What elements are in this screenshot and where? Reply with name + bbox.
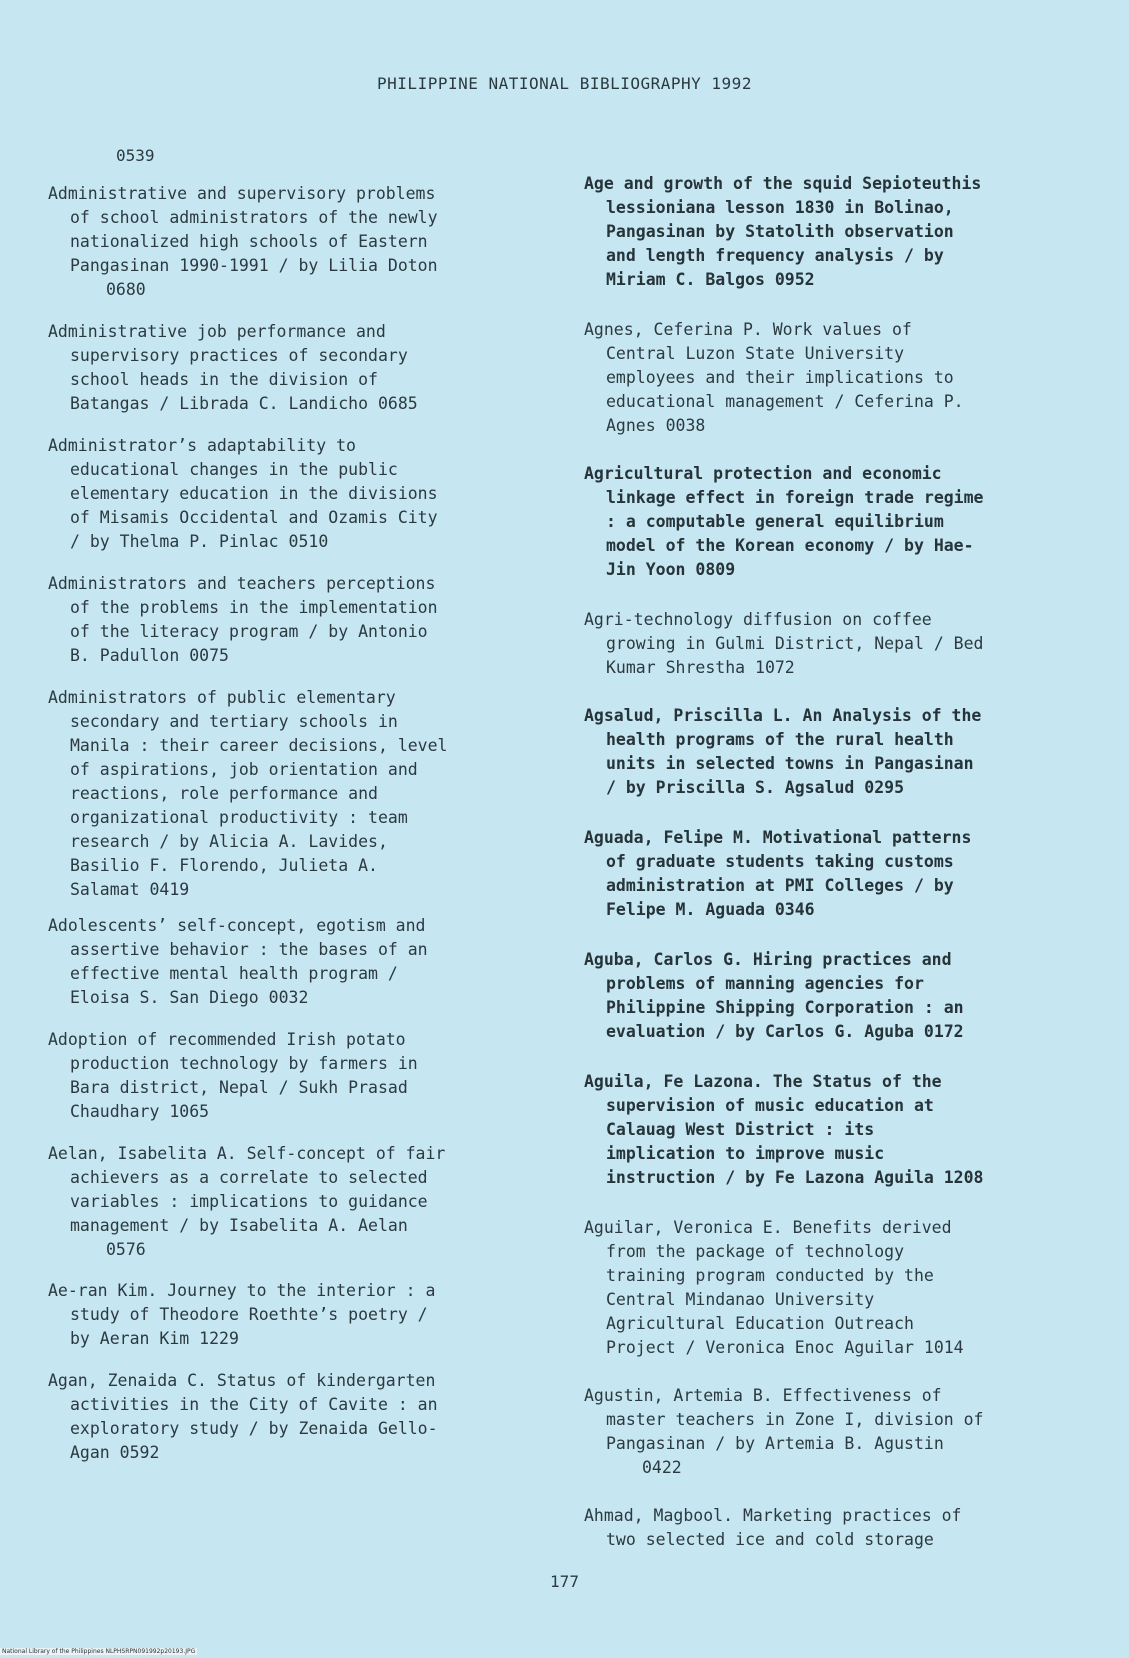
bib-entry: Aguba, Carlos G. Hiring practices and problems of manning agencies for Philippine Shipping Corporation : an evaluation / by Carlos G. Aguba 0172 [584, 950, 964, 1041]
bib-entry: Adolescents’ self-concept, egotism and assertive behavior : the bases of an effective mental health program / Eloisa S. San Diego 0032 [48, 916, 428, 1007]
bib-entry: Agsalud, Priscilla L. An Analysis of the health programs of the rural health units in selected towns in Pangasinan / by Priscilla S. Agsalud 0295 [584, 706, 982, 797]
page-header: PHILIPPINE NATIONAL BIBLIOGRAPHY 1992 [377, 74, 752, 93]
bib-entry: Agri-technology diffusion on coffee growing in Gulmi District, Nepal / Bed Kumar Shrestha 1072 [584, 610, 984, 677]
bib-entry: Aguila, Fe Lazona. The Status of the supervision of music education at Calauag West District : its implication to improve music instruction / by Fe Lazona Aguila 1208 [584, 1072, 984, 1187]
bib-entry: Agustin, Artemia B. Effectiveness of master teachers in Zone I, division of Pangasinan / by Artemia B. Agustin 0422 [584, 1386, 984, 1477]
bib-entry: Agricultural protection and economic linkage effect in foreign trade regime : a computable general equilibrium model of the Korean economy / by Hae- Jin Yoon 0809 [584, 464, 984, 579]
bib-entry: Aguada, Felipe M. Motivational patterns of graduate students taking customs administration at PMI Colleges / by Felipe M. Aguada 0346 [584, 828, 972, 919]
bib-entry: Adoption of recommended Irish potato production technology by farmers in Bara district, Nepal / Sukh Prasad Chaudhary 1065 [48, 1030, 418, 1121]
bib-entry: Agnes, Ceferina P. Work values of Central Luzon State University employees and their implications to educational management / Ceferina P. Agnes 0038 [584, 320, 964, 435]
bib-entry: Ae-ran Kim. Journey to the interior : a study of Theodore Roethte’s poetry / by Aeran Kim 1229 [48, 1281, 436, 1348]
bib-entry: Administrators of public elementary secondary and tertiary schools in Manila : their career decisions, level of aspirations, job orientation and reactions, role performance and organizational productivity : team research / by Alicia A. Lavides, Basilio F. Florendo, Julieta A. Salamat 0419 [48, 688, 448, 899]
bib-entry: Agan, Zenaida C. Status of kindergarten activities in the City of Cavite : an exploratory study / by Zenaida Gello- Agan 0592 [48, 1371, 438, 1462]
bib-entry: Administrative and supervisory problems of school administrators of the newly nationalized high schools of Eastern Pangasinan 1990-1991 / by Lilia Doton 0680 [48, 184, 438, 299]
bib-entry: Aelan, Isabelita A. Self-concept of fair achievers as a correlate to selected variables : implications to guidance management / by Isabelita A. Aelan 0576 [48, 1144, 446, 1259]
bib-entry: Administrative job performance and supervisory practices of secondary school heads in the division of Batangas / Librada C. Landicho 0685 [48, 322, 418, 413]
page-number: 177 [550, 1572, 579, 1591]
bib-entry: Ahmad, Magbool. Marketing practices of two selected ice and cold storage [584, 1506, 962, 1549]
bib-entry: Administrator’s adaptability to educational changes in the public elementary education in the divisions of Misamis Occidental and Ozamis City / by Thelma P. Pinlac 0510 [48, 436, 438, 551]
bib-entry: Administrators and teachers perceptions of the problems in the implementation of the literacy program / by Antonio B. Padullon 0075 [48, 574, 438, 665]
bib-entry: Age and growth of the squid Sepioteuthis lessioniana lesson 1830 in Bolinao, Pangasinan by Statolith observation and length frequency analysis / by Miriam C. Balgos 0952 [584, 174, 982, 289]
scan-imprint: National Library of the Philippines NLPHSRPN091992p20193.JPG [2, 1648, 196, 1655]
bib-entry: Aguilar, Veronica E. Benefits derived from the package of technology training program conducted by the Central Mindanao University Agricultural Education Outreach Project / Veronica Enoc Aguilar 1014 [584, 1218, 964, 1357]
top-code: 0539 [116, 146, 155, 165]
